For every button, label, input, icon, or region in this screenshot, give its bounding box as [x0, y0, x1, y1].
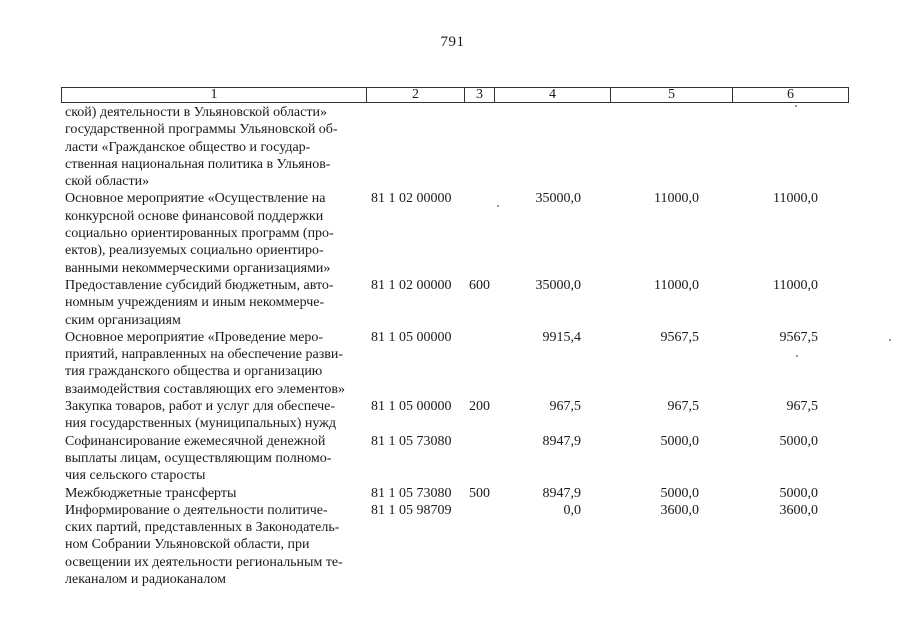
scan-speck	[795, 105, 797, 107]
scan-speck	[796, 355, 798, 357]
row-value-col4: 35000,0	[535, 277, 581, 293]
scan-speck	[889, 339, 891, 341]
row-value-col5: 9567,5	[660, 329, 699, 345]
row-value-col5: 5000,0	[660, 433, 699, 449]
header-col-4: 4	[495, 88, 611, 102]
row-name: Основное мероприятие «Осуществление на конкурсной основе финансовой поддержки социально ориентированных программ (про- ектов), реализуемых социально ориентиро- ванными некоммерческими организациями»	[65, 191, 334, 276]
row-value-col5: 5000,0	[660, 485, 699, 501]
header-col-2: 2	[367, 88, 465, 102]
table-row	[65, 485, 855, 502]
row-value-col4: 8947,9	[542, 433, 581, 449]
row-name: Закупка товаров, работ и услуг для обеспече- ния государственных (муниципальных) нужд	[65, 399, 336, 432]
table-row	[65, 277, 855, 329]
row-expense-type: 500	[469, 485, 490, 501]
row-code: 81 1 05 73080	[371, 485, 452, 501]
row-value-col4: 35000,0	[535, 191, 581, 207]
row-value-col6: 11000,0	[773, 277, 818, 293]
row-name: Софинансирование ежемесячной денежной выплаты лицам, осуществляющим полномо- чия сельского старосты	[65, 433, 332, 484]
row-value-col5: 11000,0	[654, 277, 699, 293]
row-name: Информирование о деятельности политиче- ских партий, представленных в Законодатель- ном Собрании Ульяновской области, при освещении их деятельности региональным те- леканалом и радиоканалом	[65, 502, 343, 588]
scan-speck	[497, 205, 499, 207]
table-row	[65, 502, 855, 588]
row-name: Предоставление субсидий бюджетным, авто- номным учреждениям и иным некоммерче- ским организациям	[65, 277, 334, 328]
header-col-3: 3	[465, 88, 495, 102]
header-col-6: 6	[787, 87, 794, 102]
table-row	[65, 329, 855, 398]
header-col-1: 1	[62, 88, 367, 102]
row-value-col6: 5000,0	[779, 433, 818, 449]
row-code: 81 1 05 73080	[371, 433, 452, 449]
header-col-5: 5	[611, 88, 733, 102]
row-name: Межбюджетные трансферты	[65, 485, 237, 501]
row-name: Основное мероприятие «Проведение меро- приятий, направленных на обеспечение разви- тия гражданского общества и организацию взаимодействия составляющих его элементов»	[65, 329, 346, 397]
page-number: 791	[440, 34, 465, 50]
row-value-col4: 0,0	[563, 502, 581, 518]
row-value-col6: 5000,0	[779, 485, 818, 501]
table-row	[65, 104, 855, 190]
row-code: 81 1 05 00000	[371, 399, 452, 415]
row-value-col6: 3600,0	[779, 502, 818, 518]
row-value-col5: 3600,0	[660, 502, 699, 518]
row-code: 81 1 05 00000	[371, 329, 452, 345]
row-expense-type: 200	[469, 399, 490, 415]
row-value-col5: 11000,0	[654, 191, 699, 207]
table-body	[65, 104, 855, 588]
row-value-col6: 11000,0	[773, 191, 818, 207]
row-value-col6: 9567,5	[779, 329, 818, 345]
table-row	[65, 190, 855, 276]
table-row	[65, 433, 855, 485]
row-expense-type: 600	[469, 277, 490, 293]
table-header	[61, 87, 849, 103]
row-code: 81 1 02 00000	[371, 191, 452, 207]
row-code: 81 1 05 98709	[371, 502, 452, 518]
row-code: 81 1 02 00000	[371, 277, 452, 293]
row-value-col5: 967,5	[667, 399, 699, 415]
row-value-col6: 967,5	[786, 399, 818, 415]
row-name: ской) деятельности в Ульяновской области» государственной программы Ульяновской об- ласти «Гражданское общество и государ- ственная национальная политика в Ульянов- ской области»	[65, 105, 338, 190]
row-value-col4: 8947,9	[542, 485, 581, 501]
table-row	[65, 398, 855, 433]
row-value-col4: 9915,4	[542, 329, 581, 345]
row-value-col4: 967,5	[549, 399, 581, 415]
